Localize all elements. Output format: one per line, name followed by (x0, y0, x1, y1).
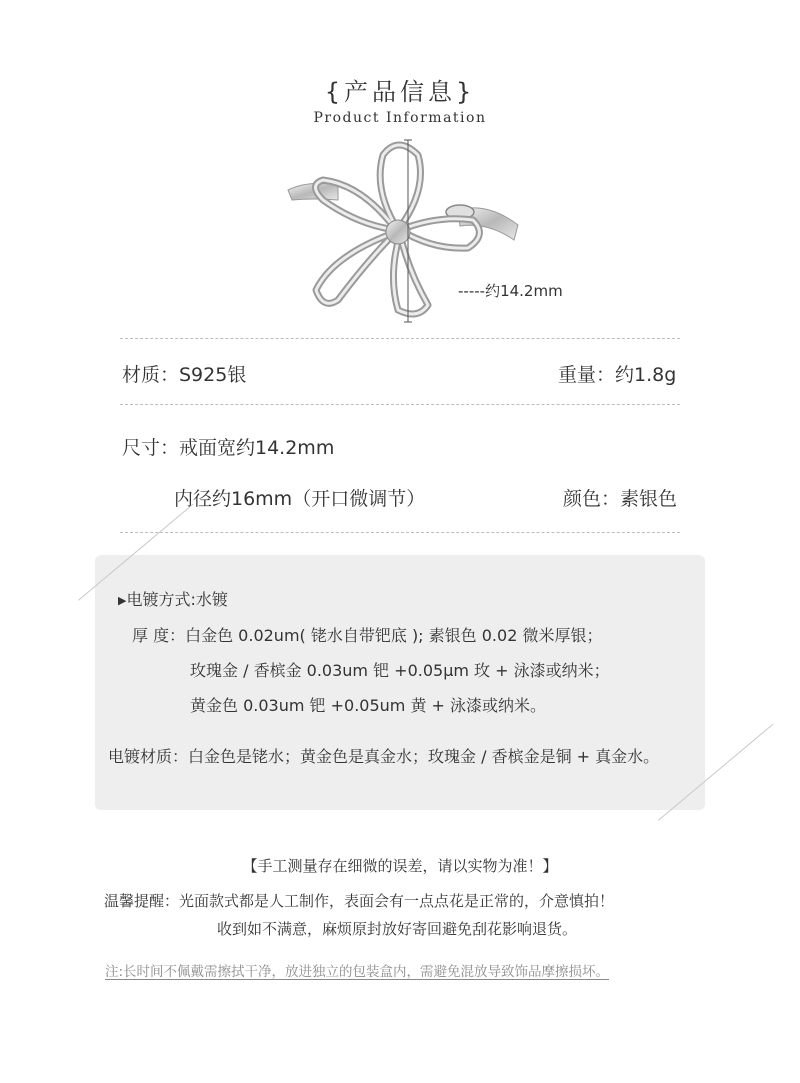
care-note: 注:长时间不佩戴需擦拭干净，放进独立的包装盒内，需避免混放导致饰品摩擦损坏。 (105, 964, 610, 980)
reminder-line-2: 收到如不满意，麻烦原封放好寄回避免刮花影响退货。 (217, 920, 578, 938)
page-subtitle: Product Information (313, 110, 487, 126)
reminder-line-1: 温馨提醒：光面款式都是人工制作，表面会有一点点花是正常的，介意慎拍！ (104, 892, 615, 910)
divider (120, 404, 680, 405)
triangle-bullet-icon: ▶ (118, 594, 127, 607)
plating-method: ▶电镀方式:水镀 (118, 590, 228, 609)
thickness-line-1: 厚 度：白金色 0.02um( 铑水自带钯底 ); 素银色 0.02 微米厚银； (132, 626, 603, 645)
color-spec: 颜色：素银色 (563, 488, 678, 510)
size-spec: 尺寸：戒面宽约14.2mm (122, 437, 335, 459)
weight-spec: 重量：约1.8g (558, 364, 677, 386)
divider (120, 532, 680, 533)
thickness-line-2: 玫瑰金 / 香槟金 0.03um 钯 +0.05μm 玫 + 泳漆或纳米； (190, 661, 610, 680)
inner-diameter-spec: 内径约16mm（开口微调节） (174, 488, 426, 510)
plating-material: 电镀材质：白金色是铑水；黄金色是真金水；玫瑰金 / 香槟金是铜 + 真金水。 (108, 747, 660, 766)
divider (120, 338, 680, 339)
material-spec: 材质：S925银 (122, 364, 247, 386)
thickness-line-3: 黄金色 0.03um 钯 +0.05um 黄 + 泳漆或纳米。 (190, 696, 547, 715)
dimension-label: -----约14.2mm (458, 282, 563, 300)
measurement-notice: 【手工测量存在细微的误差，请以实物为准！】 (242, 857, 558, 875)
page-title: {产品信息} (324, 78, 476, 106)
